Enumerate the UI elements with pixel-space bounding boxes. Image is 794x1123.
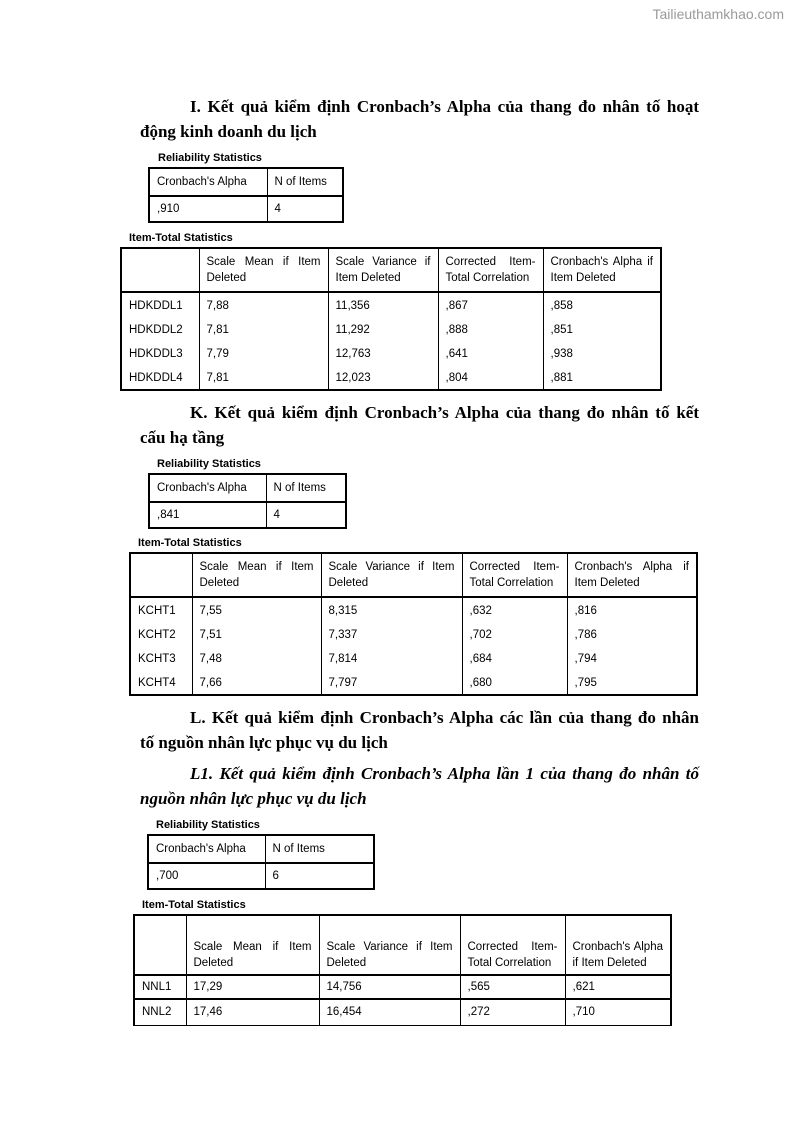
row-label: HDKDDL2 bbox=[129, 324, 183, 336]
section-i-reliability-table bbox=[148, 167, 344, 223]
cell: 12,763 bbox=[328, 342, 438, 366]
section-l-reliability-table bbox=[147, 834, 375, 890]
section-l1-heading-line1: L1. Kết quả kiểm định Cronbach’s Alpha lần 1 của thang đo nhân tố bbox=[190, 764, 699, 783]
reliability-alpha-value: ,910 bbox=[149, 196, 267, 222]
section-i-item-caption: Item-Total Statistics bbox=[129, 232, 233, 244]
section-l1-heading bbox=[140, 761, 699, 811]
row-label: HDKDDL3 bbox=[129, 348, 183, 360]
header-alpha-if-deleted: Cronbach's Alpha if Item Deleted bbox=[543, 248, 661, 292]
cell: ,816 bbox=[567, 597, 697, 623]
cell: ,795 bbox=[567, 671, 697, 695]
section-k-item-table bbox=[129, 552, 698, 696]
cell: ,888 bbox=[438, 318, 543, 342]
reliability-items-value: 6 bbox=[265, 863, 374, 889]
cell: ,938 bbox=[543, 342, 661, 366]
header-alpha-if-deleted: Cronbach's Alpha if Item Deleted bbox=[565, 915, 671, 975]
table-row bbox=[121, 366, 661, 390]
cell: 11,356 bbox=[328, 292, 438, 318]
section-k-item-caption: Item-Total Statistics bbox=[138, 537, 242, 549]
section-l-heading bbox=[140, 705, 699, 755]
reliability-items-value: 4 bbox=[266, 502, 346, 528]
cell: 17,29 bbox=[186, 975, 319, 999]
cell: ,702 bbox=[462, 623, 567, 647]
row-label: KCHT4 bbox=[138, 676, 176, 689]
reliability-col-alpha: Cronbach's Alpha bbox=[148, 835, 265, 863]
header-corrected-correlation: Corrected Item-Total Correlation bbox=[460, 915, 565, 975]
section-k-heading bbox=[140, 400, 699, 450]
section-k-heading-line1: K. Kết quả kiểm định Cronbach’s Alpha của thang đo nhân tố kết bbox=[190, 403, 699, 422]
watermark: Tailieuthamkhao.com bbox=[652, 6, 784, 22]
row-label: HDKDDL4 bbox=[129, 371, 183, 384]
table-row bbox=[130, 647, 697, 671]
row-label: KCHT2 bbox=[138, 629, 176, 641]
cell: 7,814 bbox=[321, 647, 462, 671]
header-scale-mean: Scale Mean if Item Deleted bbox=[192, 553, 321, 597]
header-blank bbox=[121, 248, 199, 292]
reliability-alpha-value: ,841 bbox=[149, 502, 266, 528]
cell: 8,315 bbox=[321, 597, 462, 623]
cell: 7,81 bbox=[199, 318, 328, 342]
table-row bbox=[134, 975, 671, 999]
section-i-item-table bbox=[120, 247, 662, 391]
row-label: HDKDDL1 bbox=[129, 299, 183, 312]
cell: ,867 bbox=[438, 292, 543, 318]
section-l-heading-line2: tố nguồn nhân lực phục vụ du lịch bbox=[140, 733, 388, 752]
table-row bbox=[134, 999, 671, 1025]
cell: ,804 bbox=[438, 366, 543, 390]
cell: 17,46 bbox=[186, 999, 319, 1025]
header-corrected-correlation: Corrected Item-Total Correlation bbox=[462, 553, 567, 597]
header-scale-variance: Scale Variance if Item Deleted bbox=[328, 248, 438, 292]
table-row bbox=[130, 671, 697, 695]
reliability-col-items: N of Items bbox=[267, 168, 343, 196]
cell: 12,023 bbox=[328, 366, 438, 390]
cell: ,641 bbox=[438, 342, 543, 366]
reliability-col-alpha: Cronbach's Alpha bbox=[149, 168, 267, 196]
row-label: KCHT3 bbox=[138, 653, 176, 665]
header-corrected-correlation: Corrected Item-Total Correlation bbox=[438, 248, 543, 292]
cell: ,794 bbox=[567, 647, 697, 671]
cell: ,621 bbox=[565, 975, 671, 999]
section-l-item-caption: Item-Total Statistics bbox=[142, 899, 246, 911]
section-l-item-table bbox=[133, 914, 672, 1026]
cell: 14,756 bbox=[319, 975, 460, 999]
cell: ,565 bbox=[460, 975, 565, 999]
cell: ,851 bbox=[543, 318, 661, 342]
reliability-col-items: N of Items bbox=[265, 835, 374, 863]
table-row bbox=[130, 597, 697, 623]
cell: ,858 bbox=[543, 292, 661, 318]
cell: ,680 bbox=[462, 671, 567, 695]
cell: 7,88 bbox=[199, 292, 328, 318]
cell: ,684 bbox=[462, 647, 567, 671]
cell: 7,48 bbox=[192, 647, 321, 671]
section-l1-heading-line2: nguồn nhân lực phục vụ du lịch bbox=[140, 789, 367, 808]
cell: 16,454 bbox=[319, 999, 460, 1025]
cell: ,786 bbox=[567, 623, 697, 647]
cell: ,710 bbox=[565, 999, 671, 1025]
cell: 7,81 bbox=[199, 366, 328, 390]
reliability-items-value: 4 bbox=[267, 196, 343, 222]
row-label: NNL2 bbox=[134, 999, 186, 1025]
cell: ,272 bbox=[460, 999, 565, 1025]
section-i-heading-line2: động kinh doanh du lịch bbox=[140, 122, 317, 141]
table-row bbox=[121, 292, 661, 318]
section-k-reliability-caption: Reliability Statistics bbox=[157, 458, 261, 470]
section-k-heading-line2: cấu hạ tầng bbox=[140, 428, 225, 447]
header-scale-variance: Scale Variance if Item Deleted bbox=[319, 915, 460, 975]
section-i-heading-line1: I. Kết quả kiểm định Cronbach’s Alpha của thang đo nhân tố hoạt bbox=[190, 97, 699, 116]
header-scale-mean: Scale Mean if Item Deleted bbox=[199, 248, 328, 292]
cell: 7,55 bbox=[192, 597, 321, 623]
cell: 7,66 bbox=[192, 671, 321, 695]
reliability-alpha-value: ,700 bbox=[148, 863, 265, 889]
cell: ,632 bbox=[462, 597, 567, 623]
cell: 7,79 bbox=[199, 342, 328, 366]
cell: 7,337 bbox=[321, 623, 462, 647]
section-k-reliability-table bbox=[148, 473, 347, 529]
cell: 11,292 bbox=[328, 318, 438, 342]
header-scale-variance: Scale Variance if Item Deleted bbox=[321, 553, 462, 597]
reliability-col-alpha: Cronbach's Alpha bbox=[149, 474, 266, 502]
row-label: KCHT1 bbox=[138, 604, 176, 617]
cell: ,881 bbox=[543, 366, 661, 390]
table-row bbox=[130, 623, 697, 647]
table-row bbox=[121, 318, 661, 342]
section-i-heading bbox=[140, 94, 699, 144]
reliability-col-items: N of Items bbox=[266, 474, 346, 502]
header-blank bbox=[130, 553, 192, 597]
section-i-reliability-caption: Reliability Statistics bbox=[158, 152, 262, 164]
row-label: NNL1 bbox=[134, 975, 186, 999]
section-l-reliability-caption: Reliability Statistics bbox=[156, 819, 260, 831]
header-blank bbox=[134, 915, 186, 975]
header-alpha-if-deleted: Cronbach's Alpha if Item Deleted bbox=[567, 553, 697, 597]
cell: 7,797 bbox=[321, 671, 462, 695]
section-l-heading-line1: L. Kết quả kiểm định Cronbach’s Alpha các lần của thang đo nhân bbox=[190, 708, 699, 727]
table-row bbox=[121, 342, 661, 366]
cell: 7,51 bbox=[192, 623, 321, 647]
header-scale-mean: Scale Mean if Item Deleted bbox=[186, 915, 319, 975]
